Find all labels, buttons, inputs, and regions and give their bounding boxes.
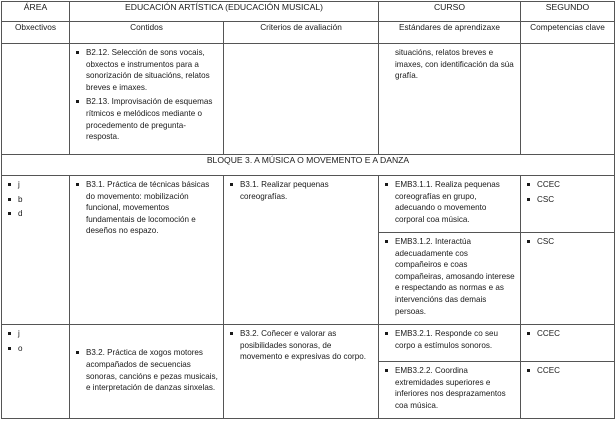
contents-cell [70,325,224,419]
header-row [2,2,615,22]
criterion-item: B3.2. Coñecer e valorar as posibilidades sonoras, de movemento e expresivas do corpo. [228,328,374,363]
criteria-cell [224,44,379,155]
objectives-header: Obxectivos [2,22,70,44]
curriculum-table [1,1,615,419]
standard-text: situacións, relatos breves e imaxes, con identificación da súa grafía. [395,48,514,81]
objective-item: b [6,194,65,206]
subheader-row [2,22,615,44]
contents-header: Contidos [70,22,224,44]
contents-cell [70,44,224,155]
standard-item: EMB3.2.2. Coordina extremidades superiores e inferiores nos desprazamentos coa música. [383,365,516,411]
subject-title: EDUCACIÓN ARTÍSTICA (EDUCACIÓN MUSICAL) [70,2,379,22]
criteria-cell [224,176,379,325]
criterion-item: B3.1. Realizar pequenas coreografías. [228,179,374,202]
competences-cell [521,44,615,155]
standard-item: EMB3.1.1. Realiza pequenas coreografías en grupo, adecuando o movemento corporal coa música. [383,179,516,225]
standards-header: Estándares de aprendizaxe [379,22,521,44]
content-item: B3.2. Práctica de xogos motores acompañados de secuencias sonoras, cancións e pezas musicais, e interpretación de danzas sinxelas. [74,347,219,393]
course-value: SEGUNDO [521,2,615,22]
standards-cell [379,325,521,362]
competences-cell [521,362,615,419]
standard-item: EMB3.1.2. Interactúa adecuadamente cos compañeiros e coas compañeiras, amosando interese e respectando as normas e as intervencións das demais persoas. [383,236,516,317]
standards-cell [379,44,521,155]
objective-item: j [6,328,65,340]
standards-cell [379,362,521,419]
competence-item: CSC [525,194,610,206]
table-row [2,325,615,362]
criteria-header: Criterios de avaliación [224,22,379,44]
competence-item: CCEC [525,179,610,191]
table-row [2,176,615,233]
competence-item: CCEC [525,365,610,377]
criteria-cell [224,325,379,419]
table-row [2,44,615,155]
competences-cell [521,233,615,325]
standards-cell [379,176,521,233]
content-item: B2.13. Improvisación de esquemas rítmicos e melódicos mediante o procedemento de pregunta-resposta. [74,96,219,142]
objectives-cell [2,44,70,155]
standard-item: EMB3.2.1. Responde co seu corpo a estímulos sonoros. [383,328,516,351]
content-item: B2.12. Selección de sons vocais, obxectos e instrumentos para a sonorización de situacións, relatos breves e imaxes. [74,47,219,93]
area-label: ÁREA [2,2,70,22]
content-item: B3.1. Práctica de técnicas básicas do movemento: mobilización funcional, movementos fundamentais de locomoción e deseños no espazo. [74,179,219,237]
standards-cell [379,233,521,325]
objective-item: d [6,208,65,220]
competences-header: Competencias clave [521,22,615,44]
competences-cell [521,325,615,362]
contents-cell [70,176,224,325]
course-label: CURSO [379,2,521,22]
objectives-cell [2,325,70,419]
objective-item: o [6,343,65,355]
objective-item: j [6,179,65,191]
competences-cell [521,176,615,233]
competence-item: CCEC [525,328,610,340]
block-title: BLOQUE 3. A MÚSICA O MOVEMENTO E A DANZA [2,155,615,176]
block-row [2,155,615,176]
competence-item: CSC [525,236,610,248]
objectives-cell [2,176,70,325]
